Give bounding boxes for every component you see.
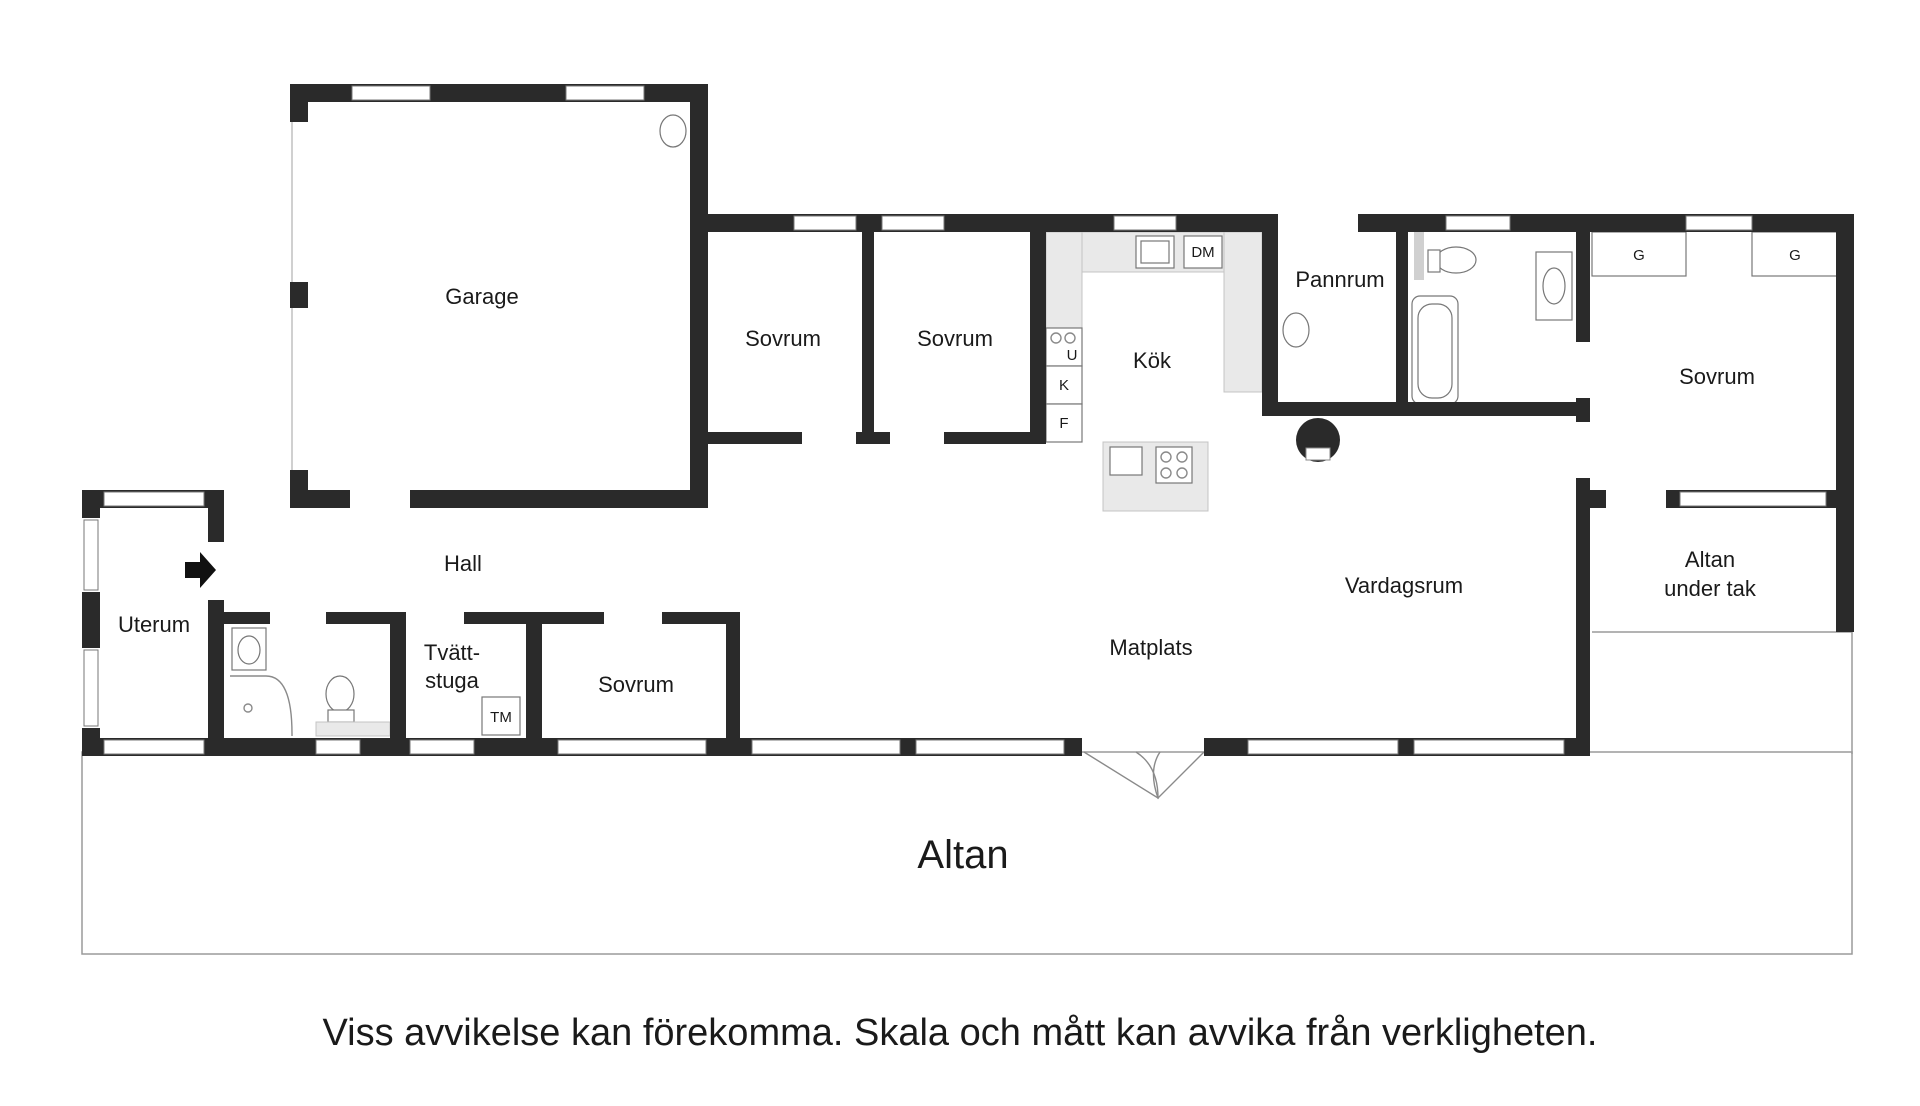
wardrobe-label-1: G	[1633, 247, 1645, 264]
room-label-sovrum-4: Sovrum	[598, 672, 674, 697]
wall-segment	[1396, 214, 1408, 414]
room-label-sovrum-3: Sovrum	[1679, 364, 1755, 389]
room-label-garage: Garage	[445, 284, 519, 309]
wall-segment	[1836, 214, 1854, 632]
bath-sink-basin-icon	[1543, 268, 1565, 304]
wall-segment	[690, 214, 1276, 232]
window	[752, 740, 900, 754]
room-label-altan: Altan	[917, 833, 1009, 877]
room-label-tvattstuga-2: stuga	[425, 668, 479, 693]
room-label-hall: Hall	[444, 551, 482, 576]
window	[558, 740, 706, 754]
window	[916, 740, 1064, 754]
room-label-pannrum: Pannrum	[1295, 267, 1385, 292]
room-label-tvattstuga-1: Tvätt-	[423, 640, 481, 665]
wall-segment	[1358, 214, 1854, 232]
island-hob-icon	[1156, 447, 1192, 483]
shower-arc-icon	[230, 676, 292, 736]
wall-segment	[1030, 214, 1046, 444]
disclaimer-text: Viss avvikelse kan förekomma. Skala och mått kan avvika från verkligheten.	[322, 1012, 1598, 1054]
windows	[84, 86, 1826, 754]
room-label-uterum: Uterum	[117, 612, 191, 637]
island-sink-icon	[1110, 447, 1142, 475]
wall-segment	[690, 84, 708, 508]
dishwasher-label: DM	[1191, 244, 1215, 261]
window	[1248, 740, 1398, 754]
wall-segment	[526, 612, 542, 754]
wall-segment	[224, 612, 270, 624]
wall-segment	[726, 612, 740, 754]
window	[316, 740, 360, 754]
window	[104, 740, 204, 754]
wall-segment	[208, 600, 224, 754]
room-label-sovrum-2: Sovrum	[917, 326, 993, 351]
room-label-altan-under-tak-1: Altan	[1684, 547, 1736, 572]
wall-segment	[862, 214, 874, 444]
bathtub-inner-icon	[1418, 304, 1452, 398]
wall-segment	[290, 282, 308, 308]
kitchen-counter-left	[1046, 232, 1082, 328]
entrance-arrow-icon	[185, 552, 216, 588]
wall-segment	[1262, 214, 1278, 414]
freezer-label: F	[1059, 415, 1069, 432]
wall-segment	[290, 84, 308, 122]
window	[104, 492, 204, 506]
walls	[82, 84, 1854, 756]
window	[1680, 492, 1826, 506]
kitchen-counter-right	[1224, 232, 1262, 392]
wall-segment	[410, 490, 708, 508]
kitchen-sink-basin-icon	[1141, 241, 1169, 263]
window	[1446, 216, 1510, 230]
garage-sink-icon	[660, 115, 686, 147]
wall-segment	[390, 612, 406, 754]
window	[84, 650, 98, 726]
wc-sink-basin-icon	[238, 636, 260, 664]
wardrobe-label-2: G	[1789, 247, 1801, 264]
window	[410, 740, 474, 754]
pannrum-sink-icon	[1283, 313, 1309, 347]
room-label-matplats: Matplats	[1109, 635, 1193, 660]
fireplace-hearth	[1306, 448, 1330, 460]
window	[1686, 216, 1752, 230]
room-label-vardagsrum: Vardagsrum	[1344, 573, 1464, 598]
shower-head-icon	[244, 704, 252, 712]
wall-segment	[208, 490, 224, 542]
bath-shelf	[1414, 232, 1424, 280]
wall-segment	[1576, 214, 1590, 342]
fridge-label: K	[1058, 377, 1070, 394]
wall-segment	[944, 432, 1046, 444]
window	[84, 520, 98, 590]
room-label-altan-under-tak-2: under tak	[1664, 576, 1756, 601]
wall-segment	[1590, 490, 1606, 508]
room-label-kok: Kök	[1133, 348, 1171, 373]
wall-segment	[290, 490, 350, 508]
window	[1414, 740, 1564, 754]
wall-segment	[1262, 402, 1576, 416]
window	[1114, 216, 1176, 230]
wall-segment	[1576, 398, 1590, 422]
window	[794, 216, 856, 230]
wall-segment	[856, 432, 890, 444]
toilet-tank-icon	[1428, 250, 1440, 272]
window	[352, 86, 430, 100]
wc-toilet-icon	[326, 676, 354, 712]
wc-bench	[316, 722, 390, 736]
wc-toilet-tank-icon	[328, 710, 354, 722]
wall-segment	[1576, 478, 1590, 754]
wall-segment	[708, 432, 802, 444]
room-label-sovrum-1: Sovrum	[745, 326, 821, 351]
toilet-icon	[1436, 247, 1476, 273]
window	[566, 86, 644, 100]
double-door-left-icon	[1084, 752, 1158, 798]
washing-machine-label: TM	[490, 709, 512, 726]
wall-segment	[82, 592, 100, 648]
double-door-right-icon	[1153, 752, 1204, 798]
window	[882, 216, 944, 230]
oven-label: U	[1066, 347, 1078, 364]
